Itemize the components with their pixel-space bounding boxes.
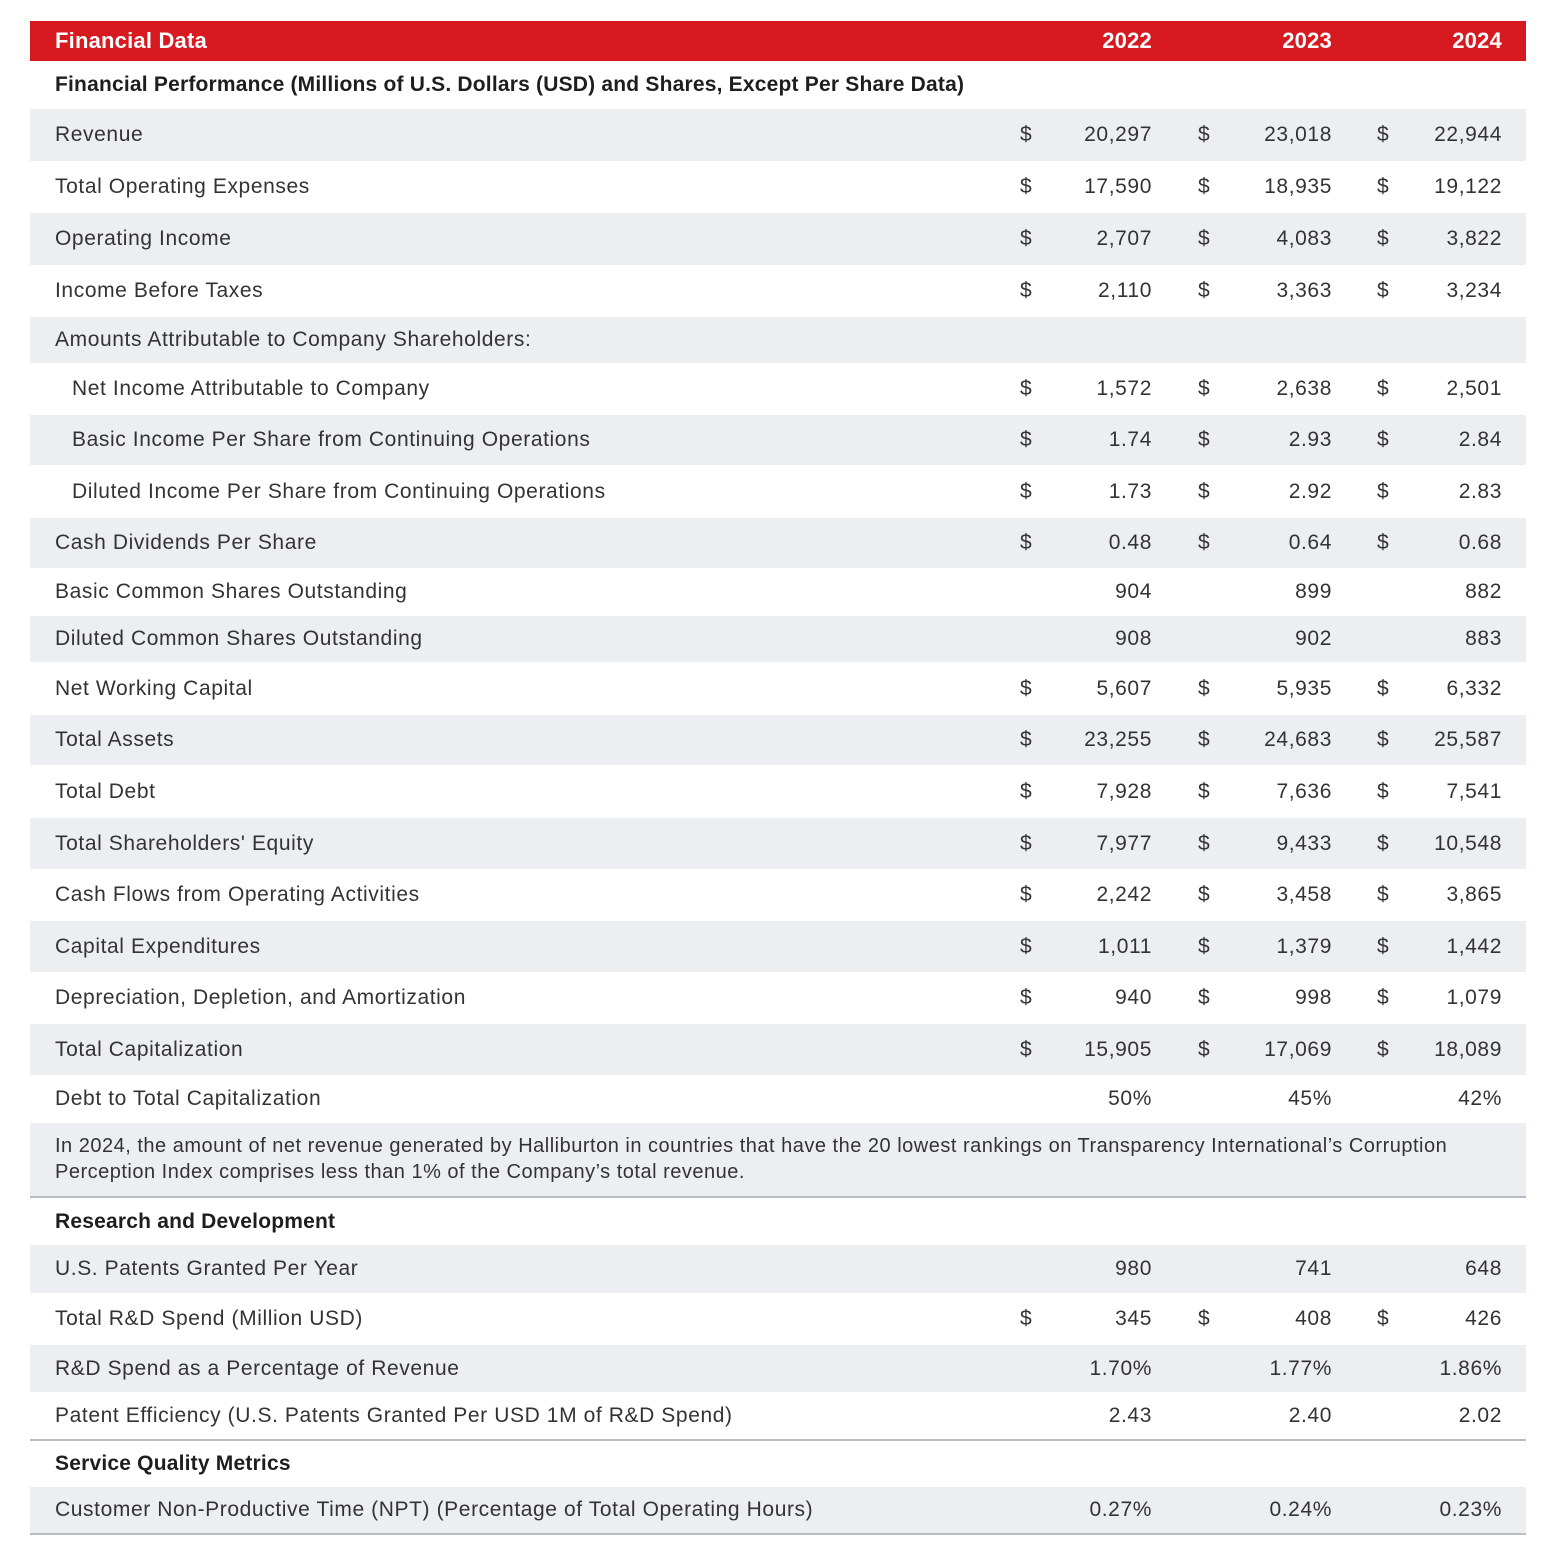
currency-symbol: $: [1020, 428, 1032, 451]
row-label: Total Capitalization: [55, 1037, 244, 1061]
row-label: Cash Flows from Operating Activities: [55, 883, 420, 906]
row-label: Diluted Common Shares Outstanding: [55, 627, 423, 650]
value-2023: 0.24%: [1269, 1498, 1332, 1521]
value-2023: 17,069: [1264, 1037, 1332, 1061]
currency-symbol: $: [1377, 123, 1389, 146]
value-2024: 3,822: [1446, 227, 1502, 250]
value-2022: 0.48: [1108, 531, 1152, 554]
value-2024: 10,548: [1434, 831, 1502, 855]
table-row: [30, 1345, 1526, 1392]
table-row: [30, 972, 1526, 1024]
table-row-subheading: [30, 317, 1526, 363]
row-label: Debt to Total Capitalization: [55, 1087, 322, 1110]
value-2023: 0.64: [1288, 531, 1332, 554]
section-title-research: [30, 1198, 1526, 1245]
currency-symbol: $: [1377, 479, 1389, 503]
value-2022: 2,707: [1096, 227, 1152, 250]
value-2023: 7,636: [1276, 779, 1332, 803]
value-2023: 45%: [1288, 1087, 1332, 1110]
currency-symbol: $: [1377, 831, 1389, 855]
table-row: [30, 662, 1526, 715]
table-row: [30, 765, 1526, 818]
header-title: Financial Data: [55, 28, 207, 53]
value-2023: 23,018: [1264, 123, 1332, 146]
currency-symbol: $: [1198, 428, 1210, 451]
currency-symbol: $: [1020, 377, 1032, 400]
row-label: Total Debt: [55, 779, 156, 803]
value-2023: 1.77%: [1269, 1356, 1332, 1380]
table-header: [30, 21, 1526, 61]
currency-symbol: $: [1198, 728, 1210, 751]
currency-symbol: $: [1377, 883, 1389, 906]
table-row: [30, 715, 1526, 765]
value-2023: 1,379: [1276, 934, 1332, 958]
row-label: Customer Non-Productive Time (NPT) (Percentage of Total Operating Hours): [55, 1498, 814, 1521]
value-2024: 648: [1465, 1257, 1502, 1280]
value-2024: 25,587: [1434, 728, 1502, 751]
value-2024: 42%: [1458, 1087, 1502, 1110]
row-label: Total Operating Expenses: [55, 175, 310, 198]
currency-symbol: $: [1020, 123, 1032, 146]
table-row: [30, 1392, 1526, 1439]
currency-symbol: $: [1020, 279, 1032, 302]
row-label: Total Shareholders' Equity: [55, 831, 314, 855]
currency-symbol: $: [1377, 934, 1389, 958]
value-2023: 741: [1295, 1257, 1332, 1280]
financial-data-table: [30, 21, 1526, 1535]
section-title: Financial Performance (Millions of U.S. Dollars (USD) and Shares, Except Per Share Data): [55, 73, 965, 96]
currency-symbol: $: [1198, 279, 1210, 302]
value-2022: 940: [1115, 986, 1152, 1009]
value-2023: 998: [1295, 986, 1332, 1009]
value-2023: 3,363: [1276, 279, 1332, 302]
value-2024: 7,541: [1446, 779, 1502, 803]
value-2024: 6,332: [1446, 676, 1502, 700]
value-2022: 50%: [1108, 1087, 1152, 1110]
value-2022: 980: [1115, 1257, 1152, 1280]
currency-symbol: $: [1377, 779, 1389, 803]
currency-symbol: $: [1198, 479, 1210, 503]
value-2024: 2.84: [1458, 428, 1502, 451]
value-2024: 19,122: [1434, 175, 1502, 198]
row-label: Cash Dividends Per Share: [55, 531, 317, 554]
value-2023: 408: [1295, 1307, 1332, 1330]
table-row: [30, 921, 1526, 972]
currency-symbol: $: [1198, 883, 1210, 906]
value-2022: 17,590: [1084, 175, 1152, 198]
currency-symbol: $: [1020, 728, 1032, 751]
currency-symbol: $: [1020, 479, 1032, 503]
currency-symbol: $: [1198, 175, 1210, 198]
header-year-2023: 2023: [1282, 28, 1332, 53]
value-2022: 7,977: [1096, 831, 1152, 855]
row-label: Patent Efficiency (U.S. Patents Granted Per USD 1M of R&D Spend): [55, 1403, 733, 1427]
value-2024: 1,442: [1446, 934, 1502, 958]
value-2024: 1.86%: [1439, 1356, 1502, 1380]
value-2024: 426: [1465, 1307, 1502, 1330]
table-row: [30, 465, 1526, 518]
currency-symbol: $: [1020, 831, 1032, 855]
currency-symbol: $: [1377, 676, 1389, 700]
currency-symbol: $: [1198, 227, 1210, 250]
row-label: Revenue: [55, 123, 144, 146]
table-row: [30, 1024, 1526, 1075]
row-label: Operating Income: [55, 227, 232, 250]
currency-symbol: $: [1020, 883, 1032, 906]
value-2024: 22,944: [1434, 123, 1502, 146]
currency-symbol: $: [1198, 676, 1210, 700]
table-row: [30, 869, 1526, 921]
row-label: U.S. Patents Granted Per Year: [55, 1257, 359, 1280]
section-title: Research and Development: [55, 1209, 336, 1233]
currency-symbol: $: [1198, 531, 1210, 554]
value-2023: 5,935: [1276, 676, 1332, 700]
header-year-2024: 2024: [1452, 28, 1502, 53]
value-2023: 9,433: [1276, 831, 1332, 855]
value-2022: 20,297: [1084, 123, 1152, 146]
table-row: [30, 415, 1526, 465]
value-2022: 1,011: [1098, 934, 1152, 958]
section-title-service-quality: [30, 1439, 1526, 1487]
value-2023: 2.93: [1288, 428, 1332, 451]
value-2024: 2,501: [1446, 377, 1502, 400]
currency-symbol: $: [1377, 728, 1389, 751]
value-2022: 2,242: [1096, 883, 1152, 906]
table-row: [30, 616, 1526, 662]
table-row: [30, 818, 1526, 869]
value-2024: 3,865: [1446, 883, 1502, 906]
currency-symbol: $: [1198, 123, 1210, 146]
currency-symbol: $: [1198, 1307, 1210, 1330]
value-2023: 2.40: [1288, 1403, 1332, 1427]
value-2022: 0.27%: [1089, 1498, 1152, 1521]
table-row: [30, 1075, 1526, 1123]
currency-symbol: $: [1377, 279, 1389, 302]
section-title: Service Quality Metrics: [55, 1452, 291, 1475]
row-label: Basic Common Shares Outstanding: [55, 580, 408, 603]
value-2022: 2.43: [1108, 1403, 1152, 1427]
table-row: [30, 1293, 1526, 1345]
table-row: [30, 109, 1526, 161]
value-2023: 18,935: [1264, 175, 1332, 198]
value-2023: 24,683: [1264, 728, 1332, 751]
currency-symbol: $: [1377, 1307, 1389, 1330]
currency-symbol: $: [1020, 175, 1032, 198]
table-row: [30, 518, 1526, 568]
row-label: Income Before Taxes: [55, 279, 264, 302]
value-2024: 3,234: [1446, 279, 1502, 302]
header-year-2022: 2022: [1102, 28, 1152, 53]
value-2022: 1,572: [1096, 377, 1152, 400]
value-2023: 2,638: [1276, 377, 1332, 400]
currency-symbol: $: [1020, 676, 1032, 700]
currency-symbol: $: [1198, 986, 1210, 1009]
table-row: [30, 1245, 1526, 1293]
currency-symbol: $: [1198, 934, 1210, 958]
value-2022: 2,110: [1098, 279, 1152, 302]
table-row: [30, 161, 1526, 213]
value-2022: 908: [1115, 627, 1152, 650]
value-2024: 0.23%: [1439, 1498, 1502, 1521]
value-2022: 7,928: [1096, 779, 1152, 803]
table-row: [30, 265, 1526, 317]
value-2022: 5,607: [1096, 676, 1152, 700]
value-2022: 1.70%: [1089, 1356, 1152, 1380]
currency-symbol: $: [1198, 377, 1210, 400]
currency-symbol: $: [1377, 377, 1389, 400]
value-2022: 23,255: [1084, 728, 1152, 751]
table-row: [30, 568, 1526, 616]
currency-symbol: $: [1377, 175, 1389, 198]
value-2023: 4,083: [1276, 227, 1332, 250]
value-2023: 2.92: [1288, 479, 1332, 503]
value-2022: 1.74: [1108, 428, 1152, 451]
currency-symbol: $: [1198, 831, 1210, 855]
row-label: Diluted Income Per Share from Continuing Operations: [72, 479, 606, 503]
section-title-financial: [30, 61, 1526, 109]
currency-symbol: $: [1377, 428, 1389, 451]
table-row: [30, 363, 1526, 415]
value-2024: 2.02: [1458, 1403, 1502, 1427]
row-label: Depreciation, Depletion, and Amortization: [55, 986, 466, 1009]
value-2022: 345: [1115, 1307, 1152, 1330]
row-label: Total Assets: [55, 728, 175, 751]
currency-symbol: $: [1377, 986, 1389, 1009]
row-label: Basic Income Per Share from Continuing Operations: [72, 428, 591, 451]
value-2022: 904: [1115, 580, 1152, 603]
row-label: Capital Expenditures: [55, 934, 261, 958]
row-label: R&D Spend as a Percentage of Revenue: [55, 1356, 460, 1380]
row-label: Amounts Attributable to Company Shareholders:: [55, 328, 532, 351]
currency-symbol: $: [1377, 227, 1389, 250]
value-2024: 0.68: [1458, 531, 1502, 554]
footnote: In 2024, the amount of net revenue generated by Halliburton in countries that have the 20 lowest rankings on Transparency International’s Corruption Perception Index comprises less than 1% of the Company’s total revenue.: [30, 1123, 1526, 1198]
table-row: [30, 213, 1526, 265]
row-label: Net Income Attributable to Company: [72, 377, 430, 400]
currency-symbol: $: [1377, 1037, 1389, 1061]
value-2024: 2.83: [1458, 479, 1502, 503]
currency-symbol: $: [1020, 934, 1032, 958]
currency-symbol: $: [1020, 1307, 1032, 1330]
value-2023: 3,458: [1276, 883, 1332, 906]
currency-symbol: $: [1020, 1037, 1032, 1061]
value-2024: 1,079: [1446, 986, 1502, 1009]
table-row: [30, 1487, 1526, 1535]
currency-symbol: $: [1020, 986, 1032, 1009]
currency-symbol: $: [1377, 531, 1389, 554]
value-2024: 883: [1465, 627, 1502, 650]
currency-symbol: $: [1198, 779, 1210, 803]
currency-symbol: $: [1198, 1037, 1210, 1061]
row-label: Net Working Capital: [55, 676, 253, 700]
currency-symbol: $: [1020, 227, 1032, 250]
value-2024: 882: [1465, 580, 1502, 603]
row-label: Total R&D Spend (Million USD): [55, 1307, 363, 1330]
value-2022: 1.73: [1108, 479, 1152, 503]
value-2023: 899: [1295, 580, 1332, 603]
value-2022: 15,905: [1084, 1037, 1152, 1061]
value-2024: 18,089: [1434, 1037, 1502, 1061]
currency-symbol: $: [1020, 531, 1032, 554]
value-2023: 902: [1295, 627, 1332, 650]
currency-symbol: $: [1020, 779, 1032, 803]
